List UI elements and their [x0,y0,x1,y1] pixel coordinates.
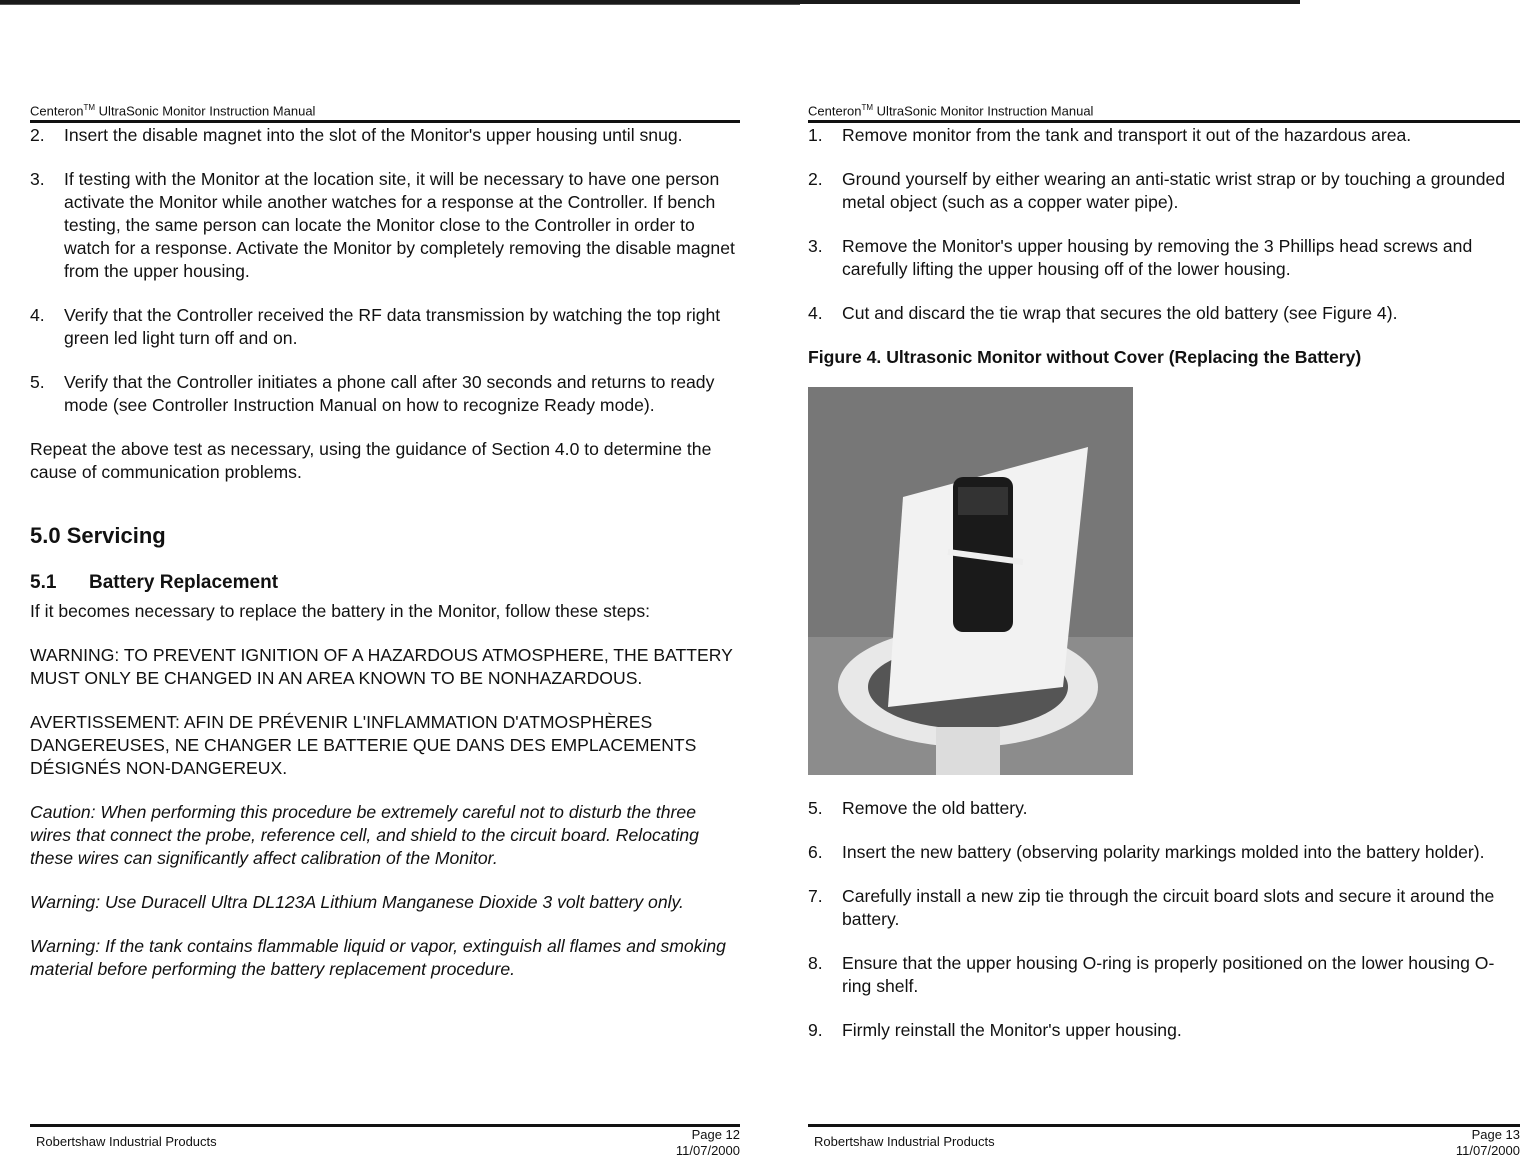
step-item [808,302,1520,325]
subsection-title: Battery Replacement [89,572,279,593]
step-number: 4. [30,305,45,325]
step-item [30,124,740,147]
footer-page-info [676,1127,740,1159]
housing-stem [936,727,1000,775]
subsection-heading [30,571,740,594]
step-number: 4. [808,303,823,323]
figure-caption: Figure 4. Ultrasonic Monitor without Cover (Replacing the Battery) [808,347,1362,367]
step-item [808,952,1520,998]
step-number: 5. [30,372,45,392]
step-item [808,168,1520,214]
footer-rule [808,1124,1520,1127]
step-text: Carefully install a new zip tie through the circuit board slots and secure it around the battery. [842,886,1495,929]
step-number: 2. [30,125,45,145]
header-tm: TM [83,103,96,112]
monitor-photo [808,387,1133,775]
header-rule [30,120,740,123]
repeat-paragraph: Repeat the above test as necessary, using the guidance of Section 4.0 to determine the cause of communication problems. [30,439,712,482]
step-item [30,304,740,350]
header-title: UltraSonic Monitor Instruction Manual [98,103,316,119]
step-text: Ground yourself by either wearing an anti-static wrist strap or by touching a grounded metal object (such as a copper water pipe). [842,169,1506,212]
footer-company: Robertshaw Industrial Products [814,1134,995,1149]
step-number: 9. [808,1020,823,1040]
section-heading: 5.0 Servicing [30,523,166,548]
footer-rule [30,1124,740,1127]
step-text: Remove the old battery. [842,798,1028,818]
header-rule [808,120,1520,123]
running-header [808,100,1520,119]
step-number: 3. [808,236,823,256]
header-brand: Centeron [808,103,862,119]
footer-company: Robertshaw Industrial Products [36,1134,217,1149]
step-item [808,235,1520,281]
warning-french: AVERTISSEMENT: AFIN DE PRÉVENIR L'INFLAMMATION D'ATMOSPHÈRES DANGEREUSES, NE CHANGER LE BATTERIE QUE DANS DES EMPLACEMENTS DÉSIGNÉS NON-DANGEREUX. [30,712,697,778]
footer-date: 11/07/2000 [1455,1143,1520,1158]
step-item [808,797,1520,820]
step-number: 1. [808,125,823,145]
step-item [30,168,740,283]
page-body [808,124,1520,1063]
page-body [30,124,740,1002]
step-number: 7. [808,886,823,906]
step-text: Insert the disable magnet into the slot of the Monitor's upper housing until snug. [64,125,683,145]
page-number: Page 13 [1471,1127,1520,1142]
step-item [808,124,1520,147]
step-number: 2. [808,169,823,189]
step-text: If testing with the Monitor at the location site, it will be necessary to have one person activate the Monitor while another watches for a response at the Controller. If bench testing, the same person can locate the Monitor close to the Controller in order to watch for a response. Activate the Monitor by completely removing the disable magnet from the upper housing. [64,169,735,281]
header-brand: Centeron [30,103,84,119]
step-text: Verify that the Controller received the RF data transmission by watching the top right green led light turn off and on. [64,305,721,348]
step-text: Ensure that the upper housing O-ring is properly positioned on the lower housing O-ring shelf. [842,953,1495,996]
subsection-number: 5.1 [30,572,57,593]
step-item [808,885,1520,931]
step-item [30,371,740,417]
monitor-illustration [808,387,1133,775]
flame-warning: Warning: If the tank contains flammable liquid or vapor, extinguish all flames and smoking material before performing the battery replacement procedure. [30,936,726,979]
warning-english: WARNING: TO PREVENT IGNITION OF A HAZARDOUS ATMOSPHERE, THE BATTERY MUST ONLY BE CHANGED IN AN AREA KNOWN TO BE NONHAZARDOUS. [30,645,733,688]
step-item [808,1019,1520,1042]
intro-paragraph: If it becomes necessary to replace the battery in the Monitor, follow these steps: [30,601,651,621]
step-text: Verify that the Controller initiates a phone call after 30 seconds and returns to ready mode (see Controller Instruction Manual on how to recognize Ready mode). [64,372,715,415]
step-number: 5. [808,798,823,818]
step-text: Remove the Monitor's upper housing by removing the 3 Phillips head screws and carefully lifting the upper housing off of the lower housing. [842,236,1473,279]
page-12 [30,0,740,1162]
running-header [30,100,740,119]
footer-date: 11/07/2000 [675,1143,740,1158]
step-number: 6. [808,842,823,862]
caution-note: Caution: When performing this procedure be extremely careful not to disturb the three wires that connect the probe, reference cell, and shield to the circuit board. Relocating these wires can significantly affect calibration of the Monitor. [30,802,699,868]
step-number: 8. [808,953,823,973]
step-number: 3. [30,169,45,189]
step-text: Insert the new battery (observing polarity markings molded into the battery holder). [842,842,1485,862]
step-text: Cut and discard the tie wrap that secures the old battery (see Figure 4). [842,303,1398,323]
page-number: Page 12 [691,1127,740,1142]
footer-page-info [1456,1127,1520,1159]
battery-cap [958,487,1008,515]
header-tm: TM [861,103,874,112]
step-item [808,841,1520,864]
step-text: Firmly reinstall the Monitor's upper housing. [842,1020,1182,1040]
header-title: UltraSonic Monitor Instruction Manual [876,103,1094,119]
page-13 [808,0,1520,1162]
step-text: Remove monitor from the tank and transport it out of the hazardous area. [842,125,1412,145]
battery-warning: Warning: Use Duracell Ultra DL123A Lithium Manganese Dioxide 3 volt battery only. [30,892,684,912]
